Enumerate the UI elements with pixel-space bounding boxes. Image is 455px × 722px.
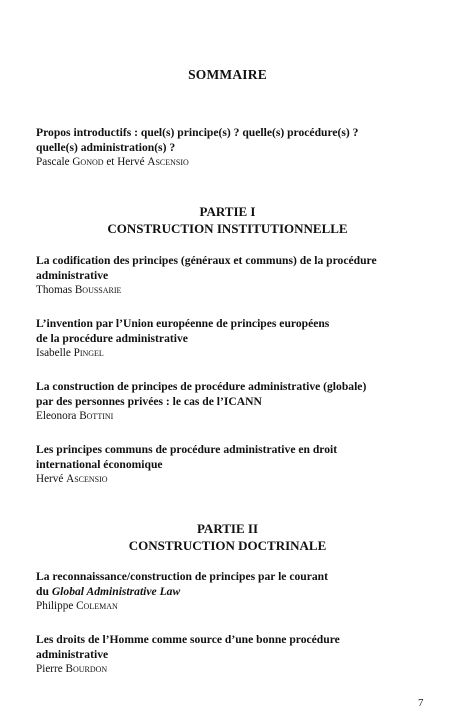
- author-last-name: Ascensio: [66, 473, 108, 485]
- entry-author: [36, 662, 421, 676]
- entry-title-line: quelle(s) administration(s) ?: [36, 141, 176, 154]
- entry-title-line: de la procédure administrative: [36, 332, 188, 345]
- author-first-name: Eleonora: [36, 410, 77, 422]
- entry-title-line: administrative: [36, 269, 109, 282]
- author-first-name: Pascale: [36, 156, 70, 168]
- entry-author: [36, 409, 421, 423]
- entry-title-line: Propos introductifs : quel(s) principe(s) ? quelle(s) procédure(s) ?: [36, 126, 359, 139]
- entry-title-line: Les droits de l’Homme comme source d’une bonne procédure: [36, 633, 340, 646]
- title-prefix: du: [36, 585, 49, 598]
- entry-title-line: Les principes communs de procédure administrative en droit: [36, 443, 338, 456]
- part-header-1: [0, 203, 455, 237]
- page-number: 7: [418, 697, 424, 709]
- entry-title-line: par des personnes privées : le cas de l’ICANN: [36, 395, 262, 408]
- entry-authors: [36, 155, 421, 169]
- part-heading: CONSTRUCTION DOCTRINALE: [128, 538, 327, 553]
- entry-title-line: La construction de principes de procédure administrative (globale): [36, 380, 367, 393]
- toc-entry: [36, 379, 421, 423]
- author-first-name: Thomas: [36, 284, 73, 296]
- part-header-2: [0, 520, 455, 554]
- author-last-name: Ascensio: [147, 156, 189, 168]
- toc-entry: [36, 569, 421, 613]
- author-first-name: Philippe: [36, 600, 74, 612]
- part-label: PARTIE I: [199, 204, 256, 219]
- entry-author: [36, 346, 421, 360]
- entry-author: [36, 472, 421, 486]
- part-label: PARTIE II: [196, 521, 259, 536]
- toc-entry: [36, 632, 421, 676]
- entry-author: [36, 599, 421, 613]
- author-last-name: Coleman: [76, 600, 118, 612]
- entry-author: [36, 283, 421, 297]
- toc-entry-intro: [36, 125, 421, 169]
- author-first-name: Hervé: [36, 473, 64, 485]
- author-first-name: Isabelle: [36, 347, 71, 359]
- author-last-name: Pingel: [73, 347, 104, 359]
- entry-title-line: La reconnaissance/construction de principes par le courant: [36, 570, 328, 583]
- entry-title-line: La codification des principes (généraux et communs) de la procédure: [36, 254, 377, 267]
- toc-entry: [36, 442, 421, 486]
- author-first-name: Hervé: [117, 156, 145, 168]
- author-last-name: Gonod: [72, 156, 104, 168]
- page-title: SOMMAIRE: [188, 67, 267, 82]
- part-heading: CONSTRUCTION INSTITUTIONNELLE: [107, 221, 348, 236]
- author-last-name: Bottini: [79, 410, 114, 422]
- title-italic: Global Administrative Law: [51, 585, 181, 598]
- toc-entry: [36, 316, 421, 360]
- author-last-name: Boussarie: [74, 284, 122, 296]
- entry-title-line: international économique: [36, 458, 163, 471]
- toc-entry: [36, 253, 421, 297]
- entry-title-line: [36, 584, 421, 599]
- author-first-name: Pierre: [36, 663, 63, 675]
- author-connector: et: [106, 156, 115, 168]
- entry-title-line: administrative: [36, 648, 109, 661]
- entry-title-line: L’invention par l’Union européenne de principes européens: [36, 317, 330, 330]
- author-last-name: Bourdon: [65, 663, 108, 675]
